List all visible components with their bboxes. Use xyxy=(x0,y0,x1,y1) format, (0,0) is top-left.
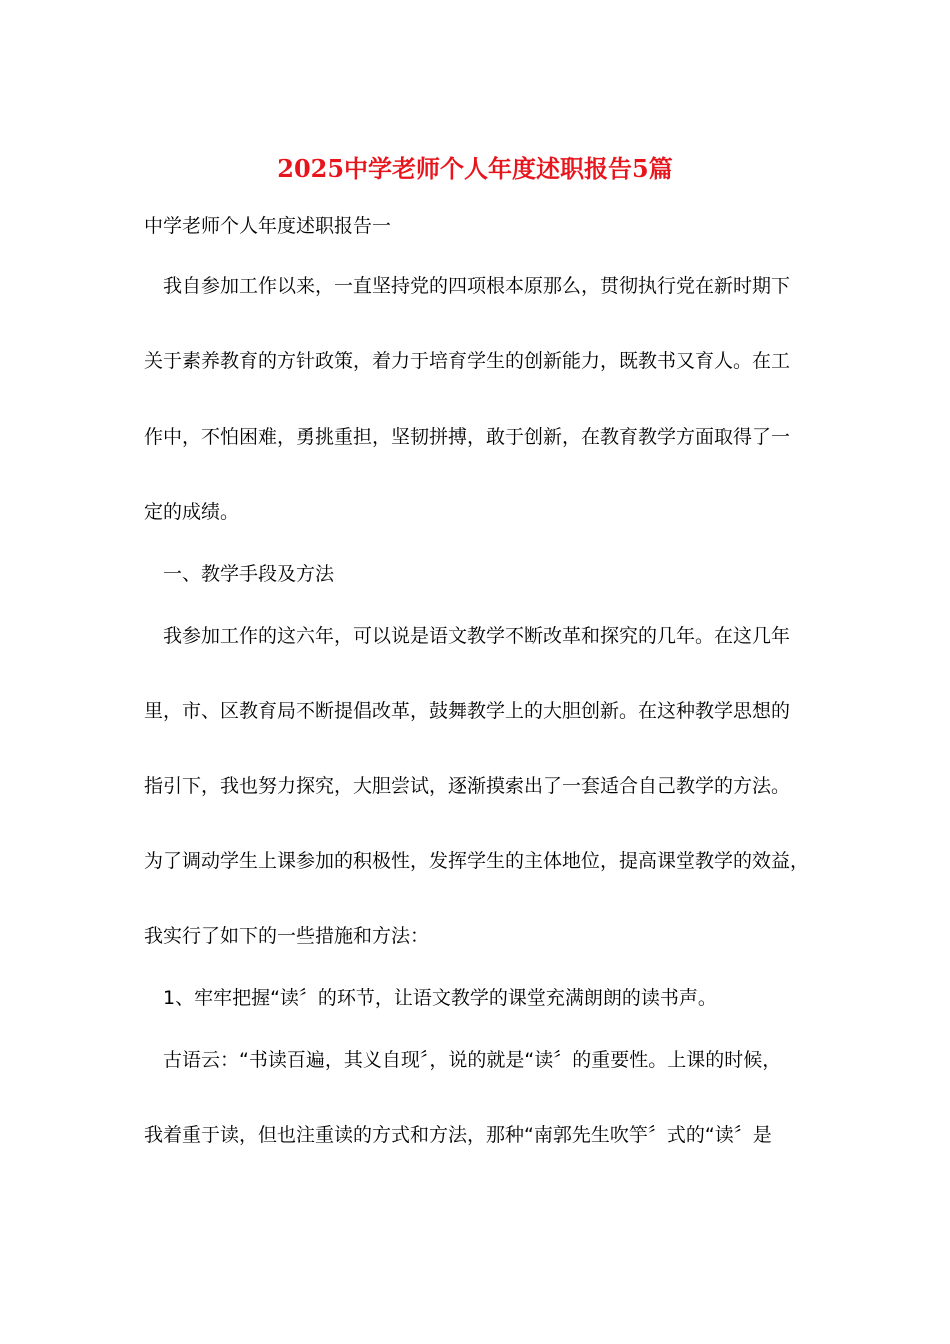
section-heading: 中学老师个人年度述职报告一 xyxy=(144,215,392,237)
paragraph-line: 里，市、区教育局不断提倡改革，鼓舞教学上的大胆创新。在这种教学思想的 xyxy=(144,700,791,722)
paragraph-line: 为了调动学生上课参加的积极性，发挥学生的主体地位，提高课堂教学的效益， xyxy=(144,850,810,872)
paragraph-line: 我自参加工作以来，一直坚持党的四项根本原那么，贯彻执行党在新时期下 xyxy=(163,275,791,297)
paragraph-line: 古语云：“书读百遍，其义自现〞，说的就是“读〞的重要性。上课的时候， xyxy=(163,1049,782,1071)
paragraph-line: 我参加工作的这六年，可以说是语文教学不断改革和探究的几年。在这几年 xyxy=(163,625,791,647)
paragraph-line: 我着重于读，但也注重读的方式和方法，那种“南郭先生吹竽〞式的“读〞是 xyxy=(144,1124,772,1146)
paragraph-line: 作中，不怕困难，勇挑重担，坚韧拼搏，敢于创新，在教育教学方面取得了一 xyxy=(144,426,791,448)
list-item-heading: 1、牢牢把握“读〞的环节，让语文教学的课堂充满朗朗的读书声。 xyxy=(163,987,717,1009)
paragraph-line: 关于素养教育的方针政策，着力于培育学生的创新能力，既教书又育人。在工 xyxy=(144,350,791,372)
subsection-heading: 一、教学手段及方法 xyxy=(163,563,335,585)
paragraph-line: 我实行了如下的一些措施和方法： xyxy=(144,925,430,947)
paragraph-line: 定的成绩。 xyxy=(144,501,240,523)
paragraph-line: 指引下，我也努力探究，大胆尝试，逐渐摸索出了一套适合自己教学的方法。 xyxy=(144,775,791,797)
document-title: 2025中学老师个人年度述职报告5篇 xyxy=(277,154,673,183)
